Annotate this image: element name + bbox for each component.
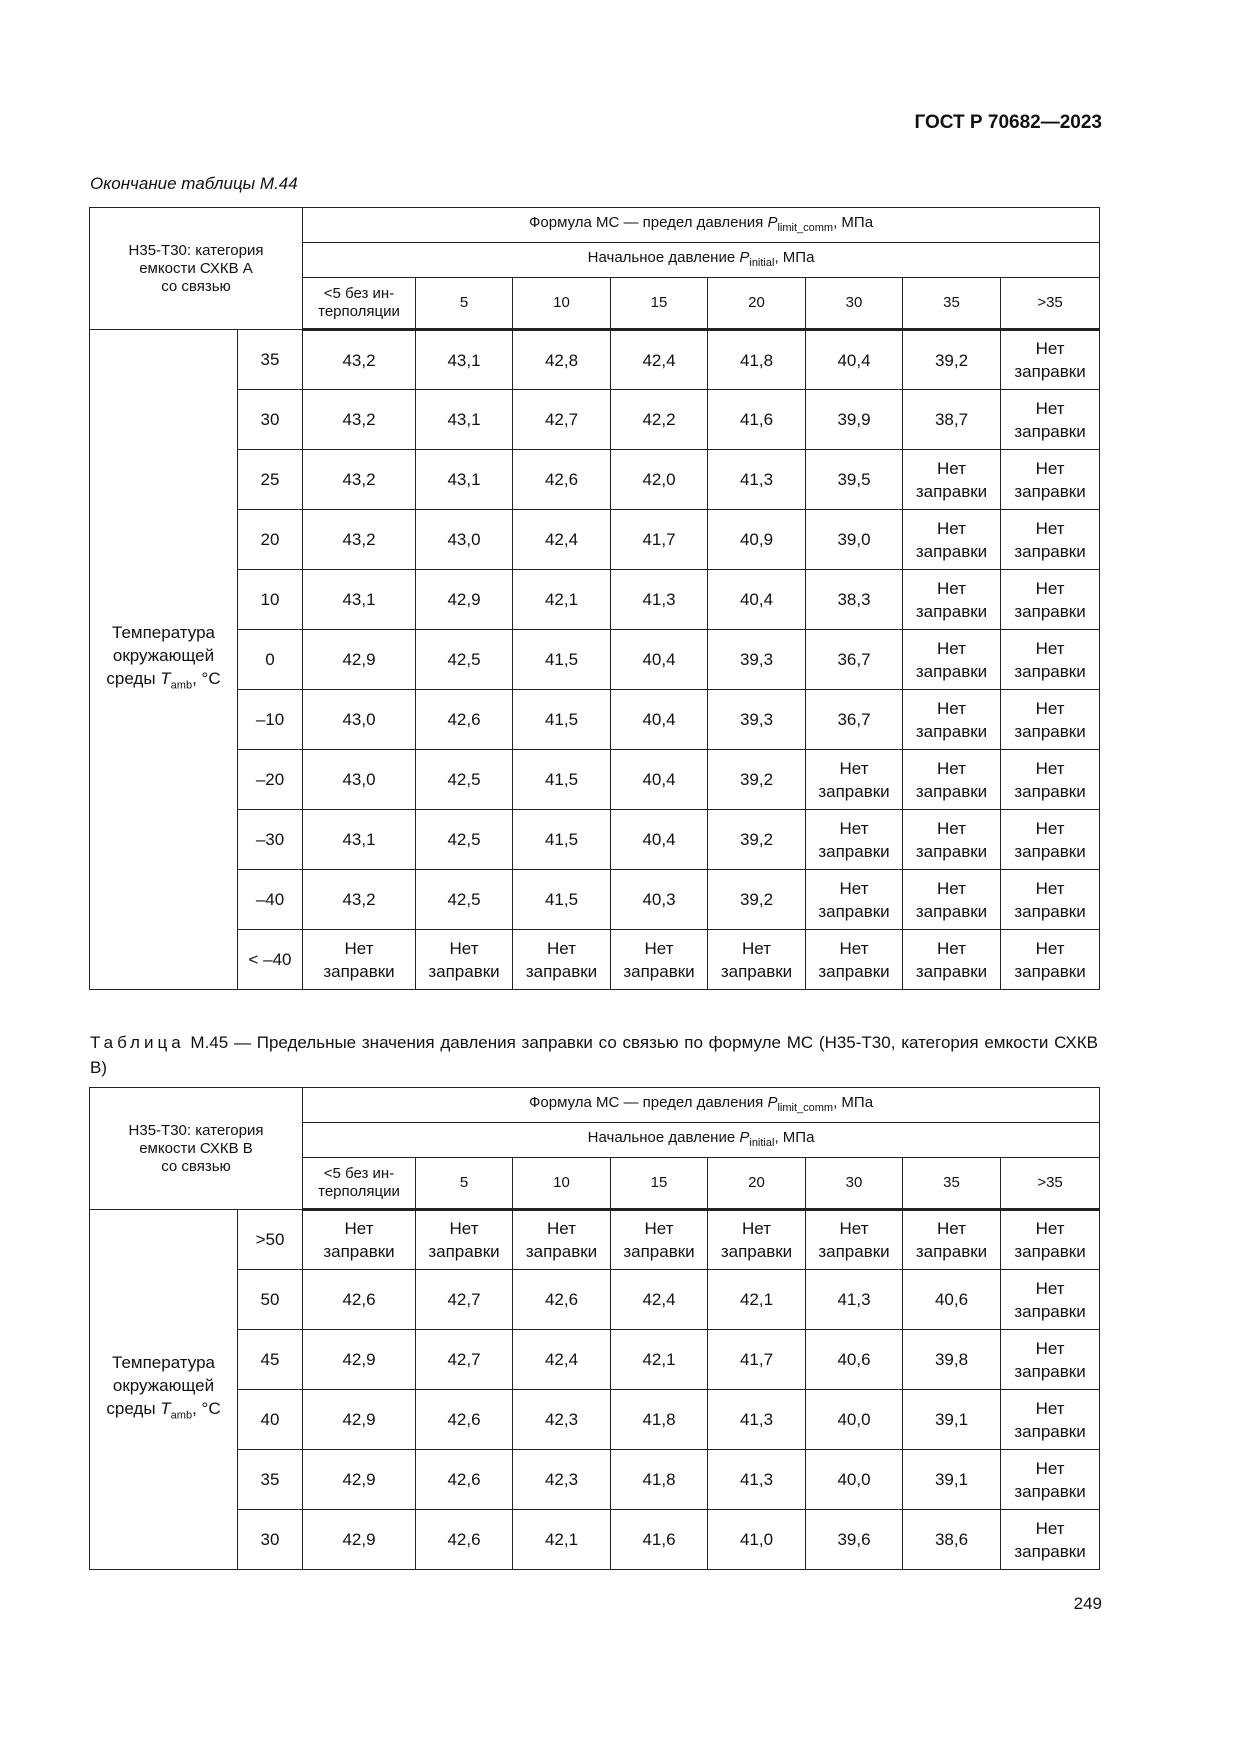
pressure-value-cell: 42,9 (303, 1510, 416, 1570)
pressure-value-cell: 42,6 (416, 1510, 513, 1570)
initial-label: Начальное давление (587, 1128, 740, 1146)
column-header-1: 5 (416, 278, 513, 330)
pressure-value-cell: 39,8 (903, 1330, 1001, 1390)
pressure-value-cell: Нет заправки (1001, 1270, 1100, 1330)
column-header-7: >35 (1001, 1158, 1100, 1210)
pressure-value-cell: 40,4 (611, 810, 708, 870)
pressure-value-cell: 39,2 (708, 870, 806, 930)
temperature-value: 30 (238, 390, 303, 450)
table-title: М.45 — Предельные значения давления заправки со связью по формуле МС (Н35-Т30, категория емкости СХКВ В) (90, 1033, 1098, 1077)
pressure-value-cell: 42,6 (416, 690, 513, 750)
pressure-value-cell: 42,5 (416, 750, 513, 810)
pressure-value-cell: 39,2 (708, 750, 806, 810)
pressure-value-cell: 39,6 (806, 1510, 903, 1570)
page-number: 249 (1073, 1594, 1102, 1613)
pressure-value-cell: 39,1 (903, 1390, 1001, 1450)
temperature-value: < –40 (238, 930, 303, 990)
pressure-value-cell: 40,0 (806, 1390, 903, 1450)
pressure-value-cell: Нет заправки (1001, 690, 1100, 750)
pressure-value-cell: Нет заправки (1001, 870, 1100, 930)
pressure-value-cell: Нет заправки (1001, 1390, 1100, 1450)
column-header-2: 10 (513, 278, 611, 330)
pressure-value-cell: Нет заправки (903, 450, 1001, 510)
pressure-value-cell: Нет заправки (303, 1210, 416, 1270)
table-continuation-caption: Окончание таблицы М.44 (90, 174, 298, 193)
temp-symbol: T (160, 669, 171, 689)
temp-label-line1: Температура (112, 1353, 215, 1373)
pressure-value-cell: 42,7 (513, 390, 611, 450)
column-header-7: >35 (1001, 278, 1100, 330)
pressure-value-cell: 42,1 (513, 1510, 611, 1570)
pressure-value-cell: Нет заправки (416, 930, 513, 990)
pressure-value-cell: Нет заправки (806, 930, 903, 990)
table-row (90, 390, 1100, 450)
table-row (90, 630, 1100, 690)
pressure-value-cell: 41,8 (708, 330, 806, 390)
column-header-3: 15 (611, 278, 708, 330)
table-corner-header: Н35-Т30: категория емкости СХКВ А со связью (90, 208, 303, 330)
pressure-value-cell: 42,5 (416, 810, 513, 870)
temp-unit: , °C (192, 1399, 221, 1419)
pressure-value-cell: 42,8 (513, 330, 611, 390)
table-word: Таблица (90, 1033, 185, 1052)
temperature-value: 35 (238, 330, 303, 390)
table-row (90, 1210, 1100, 1270)
pressure-value-cell: Нет заправки (1001, 930, 1100, 990)
pressure-value-cell: 41,7 (708, 1330, 806, 1390)
pressure-value-cell: 43,2 (303, 510, 416, 570)
pressure-value-cell: 42,3 (513, 1450, 611, 1510)
pressure-value-cell: 40,6 (903, 1270, 1001, 1330)
pressure-value-cell: 42,9 (416, 570, 513, 630)
pressure-value-cell: Нет заправки (416, 1210, 513, 1270)
pressure-value-cell: Нет заправки (903, 570, 1001, 630)
pressure-value-cell: 41,3 (806, 1270, 903, 1330)
formula-subscript: limit_comm (777, 221, 834, 234)
table-m45 (89, 1087, 1100, 1570)
pressure-value-cell: 36,7 (806, 630, 903, 690)
temperature-value: 20 (238, 510, 303, 570)
pressure-value-cell: 36,7 (806, 690, 903, 750)
pressure-value-cell: 42,9 (303, 1450, 416, 1510)
pressure-value-cell: 41,3 (708, 1390, 806, 1450)
initial-unit: , МПа (774, 248, 815, 266)
table-row (90, 1450, 1100, 1510)
temp-label-line2: окружающей (112, 1376, 215, 1396)
pressure-value-cell: 38,7 (903, 390, 1001, 450)
ambient-temperature-label (90, 330, 238, 990)
column-header-4: 20 (708, 1158, 806, 1210)
pressure-value-cell: Нет заправки (1001, 450, 1100, 510)
temperature-value: 50 (238, 1270, 303, 1330)
formula-symbol: P (767, 213, 778, 231)
pressure-value-cell: 39,2 (708, 810, 806, 870)
pressure-value-cell: 42,7 (416, 1270, 513, 1330)
pressure-value-cell: 43,2 (303, 870, 416, 930)
temperature-value: –10 (238, 690, 303, 750)
temperature-value: 45 (238, 1330, 303, 1390)
temp-label-line3: среды (106, 669, 161, 689)
pressure-value-cell: 43,1 (416, 390, 513, 450)
pressure-value-cell: 42,0 (611, 450, 708, 510)
temperature-value: –30 (238, 810, 303, 870)
temperature-value: –20 (238, 750, 303, 810)
pressure-value-cell: Нет заправки (903, 1210, 1001, 1270)
pressure-value-cell: 39,2 (903, 330, 1001, 390)
temperature-value: 35 (238, 1450, 303, 1510)
pressure-value-cell: Нет заправки (1001, 330, 1100, 390)
pressure-value-cell: Нет заправки (903, 810, 1001, 870)
pressure-value-cell: 43,0 (416, 510, 513, 570)
pressure-value-cell: 43,2 (303, 450, 416, 510)
table-row (90, 1390, 1100, 1450)
pressure-value-cell: 42,4 (513, 1330, 611, 1390)
column-header-0: <5 без ин- терполяции (303, 1158, 416, 1210)
pressure-value-cell: 41,3 (708, 450, 806, 510)
pressure-value-cell: 40,4 (611, 630, 708, 690)
formula-subscript: limit_comm (777, 1101, 834, 1114)
pressure-value-cell: 38,3 (806, 570, 903, 630)
pressure-value-cell: 42,5 (416, 630, 513, 690)
pressure-value-cell: Нет заправки (806, 750, 903, 810)
pressure-value-cell: Нет заправки (1001, 390, 1100, 450)
column-header-3: 15 (611, 1158, 708, 1210)
pressure-value-cell: 42,9 (303, 630, 416, 690)
pressure-value-cell: Нет заправки (303, 930, 416, 990)
temp-label-line2: окружающей (112, 646, 215, 666)
pressure-value-cell: 39,3 (708, 630, 806, 690)
pressure-value-cell: Нет заправки (1001, 630, 1100, 690)
table-row (90, 330, 1100, 390)
formula-header (303, 1088, 1100, 1123)
column-header-2: 10 (513, 1158, 611, 1210)
pressure-value-cell: Нет заправки (903, 930, 1001, 990)
pressure-value-cell: Нет заправки (903, 750, 1001, 810)
column-header-5: 30 (806, 1158, 903, 1210)
ambient-temperature-label (90, 1210, 238, 1570)
table-row (90, 450, 1100, 510)
pressure-value-cell: Нет заправки (1001, 510, 1100, 570)
temperature-value: 30 (238, 1510, 303, 1570)
table-row (90, 510, 1100, 570)
pressure-value-cell: 39,5 (806, 450, 903, 510)
temperature-value: 40 (238, 1390, 303, 1450)
pressure-value-cell: 43,2 (303, 330, 416, 390)
pressure-value-cell: Нет заправки (708, 930, 806, 990)
pressure-value-cell: 42,4 (611, 330, 708, 390)
temp-label-line1: Температура (112, 623, 215, 643)
formula-header (303, 208, 1100, 243)
pressure-value-cell: 42,2 (611, 390, 708, 450)
pressure-value-cell: 43,0 (303, 690, 416, 750)
pressure-value-cell: 43,0 (303, 750, 416, 810)
table-m45-caption (90, 1030, 1098, 1080)
column-header-4: 20 (708, 278, 806, 330)
table-row (90, 690, 1100, 750)
pressure-value-cell: Нет заправки (806, 1210, 903, 1270)
pressure-value-cell: 39,1 (903, 1450, 1001, 1510)
pressure-value-cell: 42,9 (303, 1330, 416, 1390)
pressure-value-cell: 40,9 (708, 510, 806, 570)
table-row (90, 810, 1100, 870)
pressure-value-cell: 40,3 (611, 870, 708, 930)
pressure-value-cell: 42,6 (303, 1270, 416, 1330)
pressure-value-cell: 41,7 (611, 510, 708, 570)
pressure-value-cell: 41,8 (611, 1390, 708, 1450)
pressure-value-cell: 42,3 (513, 1390, 611, 1450)
pressure-value-cell: 39,9 (806, 390, 903, 450)
pressure-value-cell: 41,5 (513, 630, 611, 690)
pressure-value-cell: 40,6 (806, 1330, 903, 1390)
pressure-value-cell: 42,6 (513, 450, 611, 510)
pressure-value-cell: 42,1 (513, 570, 611, 630)
table-row (90, 870, 1100, 930)
column-header-6: 35 (903, 278, 1001, 330)
pressure-value-cell: 41,3 (611, 570, 708, 630)
initial-subscript: initial (749, 256, 775, 269)
initial-pressure-header (303, 243, 1100, 278)
pressure-value-cell: Нет заправки (903, 690, 1001, 750)
pressure-value-cell: Нет заправки (1001, 1450, 1100, 1510)
table-row (90, 750, 1100, 810)
pressure-value-cell: 40,4 (611, 690, 708, 750)
pressure-value-cell: Нет заправки (1001, 1510, 1100, 1570)
temperature-value: –40 (238, 870, 303, 930)
pressure-value-cell: 43,2 (303, 390, 416, 450)
pressure-value-cell: 41,3 (708, 1450, 806, 1510)
initial-pressure-header (303, 1123, 1100, 1158)
pressure-value-cell: 41,8 (611, 1450, 708, 1510)
formula-label: Формула МС — предел давления (529, 1093, 768, 1111)
formula-label: Формула МС — предел давления (529, 213, 768, 231)
temperature-value: 10 (238, 570, 303, 630)
pressure-value-cell: 39,0 (806, 510, 903, 570)
pressure-value-cell: Нет заправки (1001, 570, 1100, 630)
pressure-value-cell: 41,5 (513, 870, 611, 930)
pressure-value-cell: Нет заправки (903, 630, 1001, 690)
pressure-value-cell: 42,4 (513, 510, 611, 570)
pressure-value-cell: Нет заправки (1001, 1330, 1100, 1390)
document-code: ГОСТ Р 70682—2023 (914, 112, 1102, 133)
table-row (90, 570, 1100, 630)
pressure-value-cell: Нет заправки (513, 930, 611, 990)
pressure-value-cell: 41,6 (708, 390, 806, 450)
initial-subscript: initial (749, 1136, 775, 1149)
pressure-value-cell: 41,5 (513, 810, 611, 870)
pressure-value-cell: Нет заправки (513, 1210, 611, 1270)
pressure-value-cell: Нет заправки (708, 1210, 806, 1270)
pressure-value-cell: 40,0 (806, 1450, 903, 1510)
column-header-6: 35 (903, 1158, 1001, 1210)
pressure-value-cell: 43,1 (303, 570, 416, 630)
pressure-value-cell: Нет заправки (611, 930, 708, 990)
pressure-value-cell: 42,7 (416, 1330, 513, 1390)
pressure-value-cell: 40,4 (806, 330, 903, 390)
temp-symbol: T (160, 1399, 171, 1419)
pressure-value-cell: 42,6 (416, 1450, 513, 1510)
pressure-value-cell: Нет заправки (806, 810, 903, 870)
pressure-value-cell: 39,3 (708, 690, 806, 750)
pressure-value-cell: Нет заправки (806, 870, 903, 930)
formula-unit: , МПа (833, 1093, 874, 1111)
pressure-value-cell: Нет заправки (1001, 810, 1100, 870)
temperature-value: 25 (238, 450, 303, 510)
temperature-value: 0 (238, 630, 303, 690)
pressure-value-cell: Нет заправки (611, 1210, 708, 1270)
temperature-value: >50 (238, 1210, 303, 1270)
pressure-value-cell: 42,6 (416, 1390, 513, 1450)
temp-unit: , °C (192, 669, 221, 689)
table-corner-header: Н35-Т30: категория емкости СХКВ В со связью (90, 1088, 303, 1210)
pressure-value-cell: Нет заправки (903, 510, 1001, 570)
formula-symbol: P (767, 1093, 778, 1111)
pressure-value-cell: 42,1 (708, 1270, 806, 1330)
pressure-value-cell: Нет заправки (1001, 1210, 1100, 1270)
column-header-1: 5 (416, 1158, 513, 1210)
formula-unit: , МПа (833, 213, 874, 231)
pressure-value-cell: 42,4 (611, 1270, 708, 1330)
pressure-value-cell: 38,6 (903, 1510, 1001, 1570)
pressure-value-cell: 40,4 (611, 750, 708, 810)
pressure-value-cell: 42,5 (416, 870, 513, 930)
column-header-0: <5 без ин- терполяции (303, 278, 416, 330)
pressure-value-cell: 41,5 (513, 750, 611, 810)
table-row (90, 1270, 1100, 1330)
pressure-value-cell: 40,4 (708, 570, 806, 630)
pressure-value-cell: 41,6 (611, 1510, 708, 1570)
initial-symbol: P (739, 1128, 750, 1146)
table-row (90, 1510, 1100, 1570)
pressure-value-cell: 41,0 (708, 1510, 806, 1570)
pressure-value-cell: 42,6 (513, 1270, 611, 1330)
initial-symbol: P (739, 248, 750, 266)
table-row (90, 1330, 1100, 1390)
column-header-5: 30 (806, 278, 903, 330)
table-m44-end (89, 207, 1100, 990)
pressure-value-cell: 43,1 (416, 450, 513, 510)
pressure-value-cell: 41,5 (513, 690, 611, 750)
table-row (90, 930, 1100, 990)
temp-subscript: amb (170, 679, 193, 692)
initial-label: Начальное давление (587, 248, 740, 266)
pressure-value-cell: 42,1 (611, 1330, 708, 1390)
pressure-value-cell: 42,9 (303, 1390, 416, 1450)
pressure-value-cell: 43,1 (416, 330, 513, 390)
pressure-value-cell: Нет заправки (1001, 750, 1100, 810)
temp-label-line3: среды (106, 1399, 161, 1419)
pressure-value-cell: Нет заправки (903, 870, 1001, 930)
pressure-value-cell: 43,1 (303, 810, 416, 870)
temp-subscript: amb (170, 1409, 193, 1422)
initial-unit: , МПа (774, 1128, 815, 1146)
